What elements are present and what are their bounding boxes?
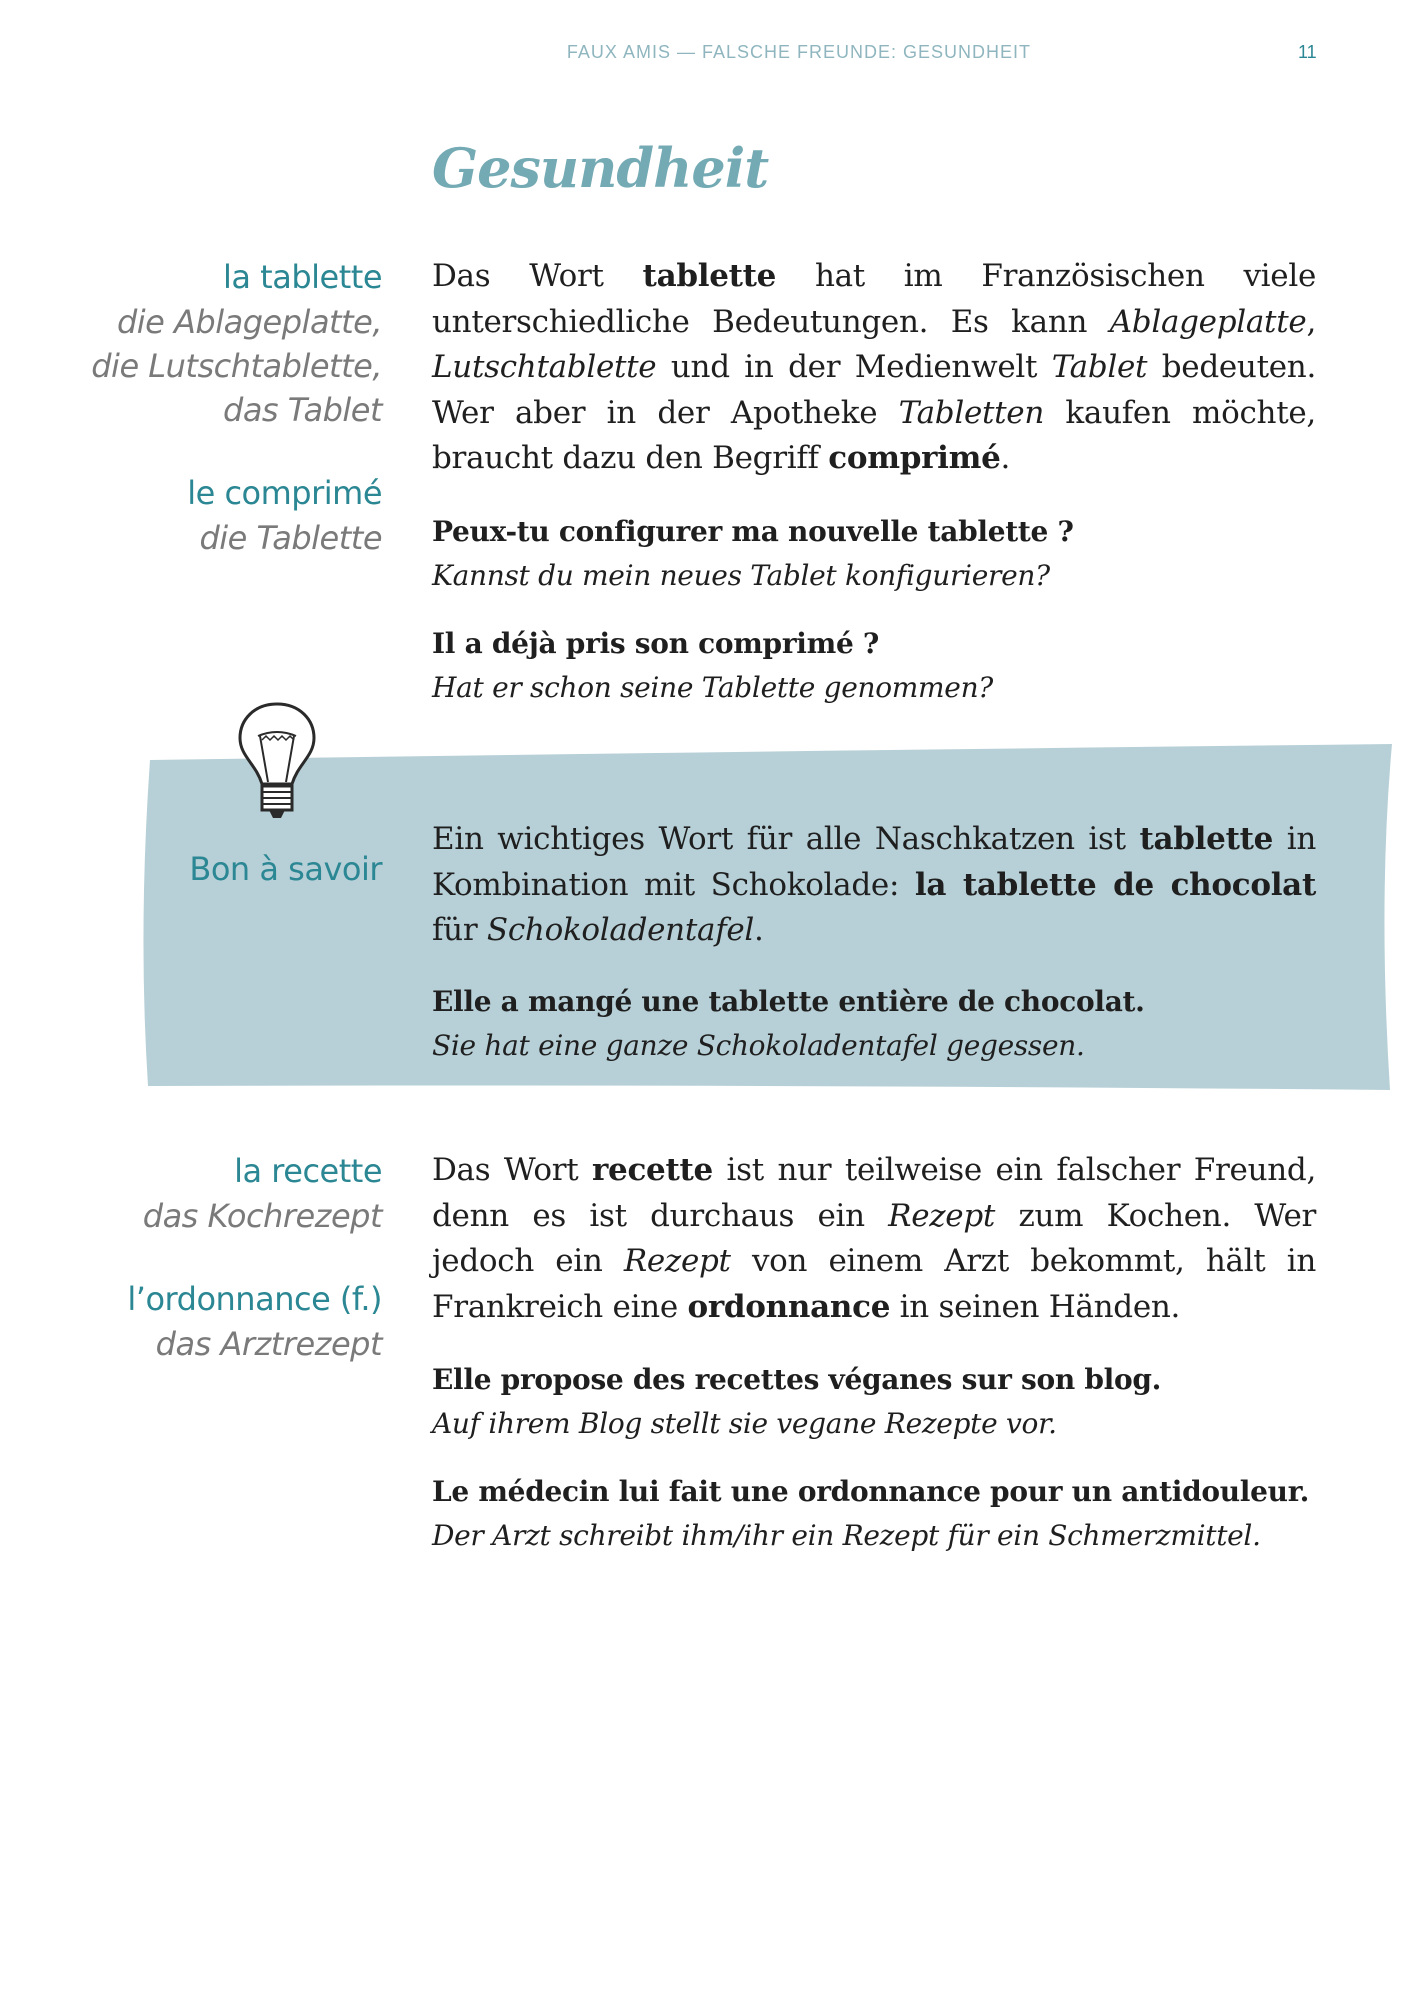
example-sentence — [432, 1470, 1316, 1558]
page-title: Gesundheit — [432, 136, 769, 200]
tip-box-label: Bon à savoir — [189, 850, 382, 888]
example-french: Elle propose des recettes véganes sur son blog. — [432, 1363, 1162, 1396]
term-translation: die Ablageplatte, — [116, 303, 382, 341]
example-french: Peux-tu configurer ma nouvelle tablette ? — [432, 514, 1074, 548]
example-german: Kannst du mein neues Tablet konfigurieren? — [432, 558, 1050, 592]
term-translation: das Kochrezept — [142, 1197, 382, 1235]
term-french: le comprimé — [187, 474, 382, 512]
example-french: Le médecin lui fait une ordonnance pour un antidouleur. — [432, 1475, 1310, 1508]
tip-paragraph: Ein wichtiges Wort für alle Naschkatzen ist tablette in Kombination mit Schokolade: la tablette de chocolat für Schokoladentafel. — [432, 821, 1317, 948]
running-header: FAUX AMIS — FALSCHE FREUNDE: GESUNDHEIT — [566, 42, 1031, 62]
lightbulb-icon — [236, 700, 318, 830]
example-french: Elle a mangé une tablette entière de chocolat. — [432, 984, 1145, 1018]
page-number: 11 — [1298, 42, 1317, 62]
example-german: Der Arzt schreibt ihm/ihr ein Rezept für ein Schmerzmittel. — [432, 1519, 1261, 1552]
term-entry — [0, 1276, 382, 1366]
tip-box-content — [432, 817, 1316, 1068]
term-french: l’ordonnance (f.) — [127, 1280, 382, 1318]
term-french: la recette — [234, 1152, 382, 1190]
term-entry — [0, 1148, 382, 1238]
example-german: Sie hat eine ganze Schokoladentafel gegessen. — [432, 1028, 1085, 1062]
explanation-paragraph: Das Wort tablette hat im Französischen viele unterschiedliche Bedeutungen. Es kann Ablageplatte, Lutschtablette und in der Medienwelt Tablet bedeuten. Wer aber in der Apotheke Tabletten kaufen möchte, braucht dazu den Begriff comprimé. — [432, 258, 1316, 476]
example-german: Hat er schon seine Tablette genommen? — [432, 670, 994, 704]
section2-content — [432, 1148, 1316, 1558]
example-sentence — [432, 1358, 1316, 1446]
term-translation: das Tablet — [223, 391, 382, 429]
term-translation: die Tablette — [199, 519, 382, 557]
example-french: Il a déjà pris son comprimé ? — [432, 626, 880, 660]
term-french: la tablette — [223, 258, 382, 296]
term-translation: das Arztrezept — [155, 1325, 382, 1363]
example-german: Auf ihrem Blog stellt sie vegane Rezepte vor. — [432, 1407, 1057, 1440]
section2-sidebar — [0, 1148, 382, 1366]
term-translation: die Lutschtablette, — [91, 347, 382, 385]
example-sentence — [432, 980, 1316, 1068]
explanation-paragraph: Das Wort recette ist nur teilweise ein falscher Freund, denn es ist durchaus ein Rezept zum Kochen. Wer jedoch ein Rezept von einem Arzt bekommt, hält in Frankreich eine ordonnance in seinen Händen. — [432, 1152, 1317, 1325]
